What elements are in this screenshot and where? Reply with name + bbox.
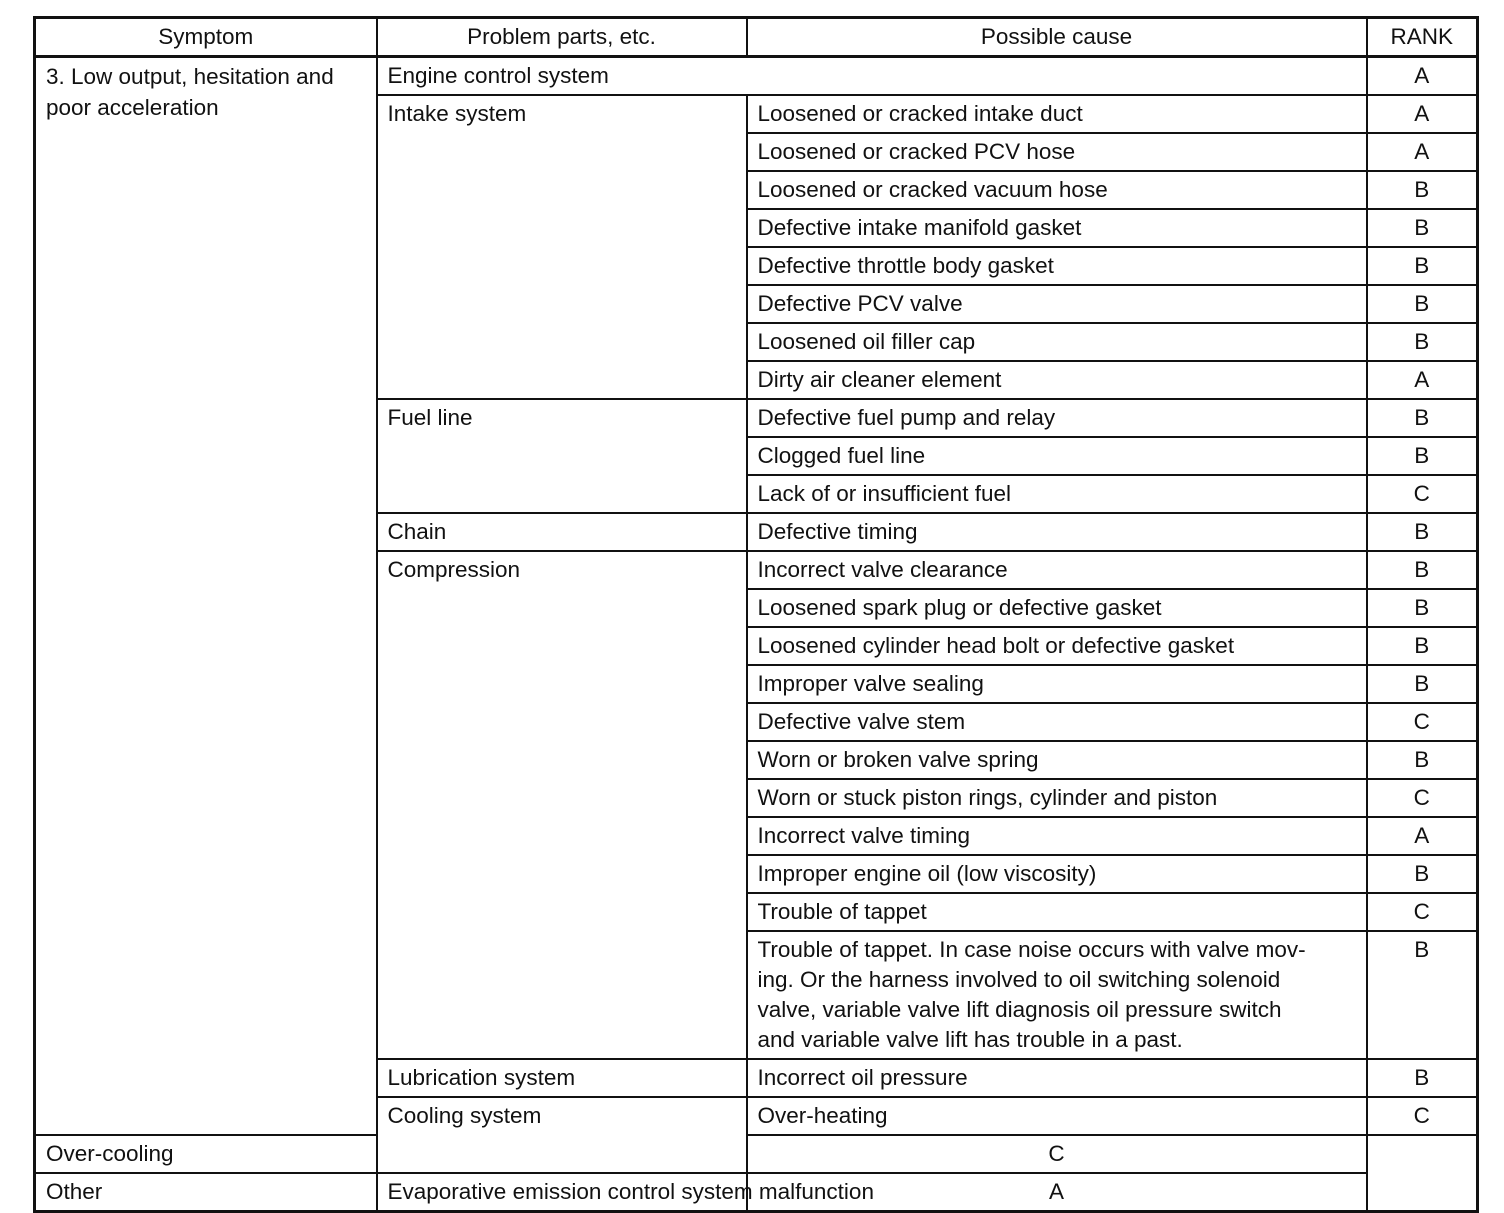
rank-cell: C — [747, 1135, 1367, 1173]
rank-cell: B — [1367, 665, 1478, 703]
possible-cause-cell: Defective intake manifold gasket — [747, 209, 1367, 247]
possible-cause-cell: Incorrect oil pressure — [747, 1059, 1367, 1097]
possible-cause-cell: Defective valve stem — [747, 703, 1367, 741]
rank-cell: C — [1367, 893, 1478, 931]
possible-cause-cell: Worn or broken valve spring — [747, 741, 1367, 779]
rank-cell: B — [1367, 209, 1478, 247]
problem-part-cell: Compression — [377, 551, 747, 1059]
header-problem-parts: Problem parts, etc. — [377, 18, 747, 57]
possible-cause-cell: Defective fuel pump and relay — [747, 399, 1367, 437]
header-row — [35, 18, 1478, 57]
possible-cause-cell: Loosened spark plug or defective gasket — [747, 589, 1367, 627]
rank-cell: B — [1367, 171, 1478, 209]
rank-cell: A — [1367, 133, 1478, 171]
table-body — [35, 57, 1478, 1212]
rank-cell: B — [1367, 627, 1478, 665]
problem-part-cell: Lubrication system — [377, 1059, 747, 1097]
problem-part-cell: Intake system — [377, 95, 747, 399]
rank-cell: B — [1367, 247, 1478, 285]
rank-cell: B — [1367, 589, 1478, 627]
rank-cell: B — [1367, 551, 1478, 589]
possible-cause-cell: Incorrect valve clearance — [747, 551, 1367, 589]
rank-cell: B — [1367, 855, 1478, 893]
possible-cause-cell: Improper valve sealing — [747, 665, 1367, 703]
header-symptom: Symptom — [35, 18, 377, 57]
possible-cause-cell: Dirty air cleaner element — [747, 361, 1367, 399]
possible-cause-cell: Loosened or cracked vacuum hose — [747, 171, 1367, 209]
rank-cell: A — [1367, 95, 1478, 133]
problem-part-cell: Cooling system — [377, 1097, 747, 1173]
rank-cell: B — [1367, 513, 1478, 551]
problem-part-cell: Fuel line — [377, 399, 747, 513]
problem-part-cell: Chain — [377, 513, 747, 551]
possible-cause-cell: Loosened cylinder head bolt or defective gasket — [747, 627, 1367, 665]
rank-cell: C — [1367, 703, 1478, 741]
possible-cause-cell: Defective timing — [747, 513, 1367, 551]
possible-cause-cell: Defective throttle body gasket — [747, 247, 1367, 285]
possible-cause-cell — [747, 931, 1367, 1059]
possible-cause-cell: Trouble of tappet — [747, 893, 1367, 931]
diagnosis-table — [33, 16, 1479, 1213]
rank-cell: B — [1367, 285, 1478, 323]
rank-cell: B — [1367, 399, 1478, 437]
possible-cause-cell: Over-cooling — [35, 1135, 377, 1173]
possible-cause-cell: Worn or stuck piston rings, cylinder and piston — [747, 779, 1367, 817]
possible-cause-cell: Improper engine oil (low viscosity) — [747, 855, 1367, 893]
possible-cause-cell: Loosened or cracked PCV hose — [747, 133, 1367, 171]
problem-part-cell: Other — [35, 1173, 377, 1212]
rank-cell: B — [1367, 1059, 1478, 1097]
table-row — [35, 1135, 1478, 1173]
possible-cause-cell: Loosened or cracked intake duct — [747, 95, 1367, 133]
possible-cause-cell: Clogged fuel line — [747, 437, 1367, 475]
rank-cell: A — [747, 1173, 1367, 1212]
rank-cell: C — [1367, 475, 1478, 513]
rank-cell: C — [1367, 1097, 1478, 1135]
possible-cause-cell: Loosened oil filler cap — [747, 323, 1367, 361]
cause-line: and variable valve lift has trouble in a past. — [757, 1027, 1183, 1052]
rank-cell: B — [1367, 741, 1478, 779]
header-rank: RANK — [1367, 18, 1478, 57]
possible-cause-cell: Evaporative emission control system malfunction — [377, 1173, 747, 1212]
possible-cause-cell: Incorrect valve timing — [747, 817, 1367, 855]
rank-cell: B — [1367, 323, 1478, 361]
table-row — [35, 1173, 1478, 1212]
rank-cell: B — [1367, 437, 1478, 475]
rank-cell: B — [1367, 931, 1478, 1059]
symptom-cell: 3. Low output, hesitation and poor acceleration — [35, 57, 377, 1136]
table-row — [35, 57, 1478, 96]
possible-cause-cell: Over-heating — [747, 1097, 1367, 1135]
rank-cell: A — [1367, 57, 1478, 96]
cause-line: valve, variable valve lift diagnosis oil pressure switch — [757, 997, 1282, 1022]
rank-cell: C — [1367, 779, 1478, 817]
rank-cell: A — [1367, 817, 1478, 855]
rank-cell: A — [1367, 361, 1478, 399]
cause-line: Trouble of tappet. In case noise occurs with valve mov- — [757, 937, 1306, 962]
problem-part-cell: Engine control system — [377, 57, 1367, 96]
possible-cause-cell: Lack of or insufficient fuel — [747, 475, 1367, 513]
possible-cause-cell: Defective PCV valve — [747, 285, 1367, 323]
header-possible-cause: Possible cause — [747, 18, 1367, 57]
cause-line: ing. Or the harness involved to oil switching solenoid — [757, 967, 1281, 992]
diagnosis-sheet — [33, 16, 1476, 1213]
